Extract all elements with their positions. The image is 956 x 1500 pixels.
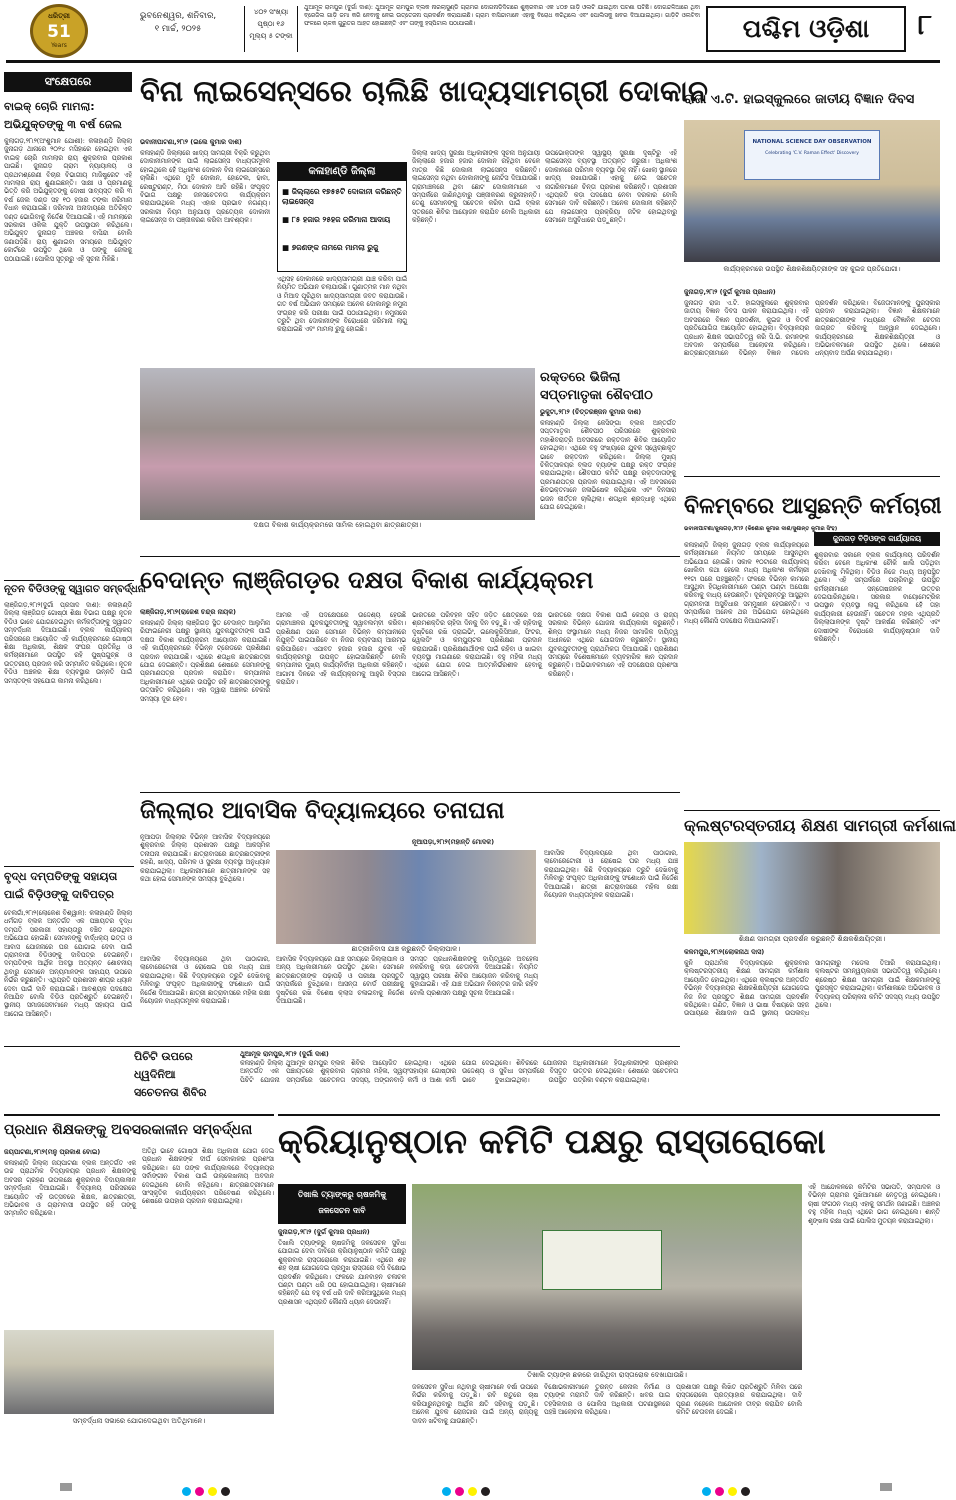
divider xyxy=(140,792,680,793)
city-date-line-2: ୧ ମାର୍ଚ୍ଚ, ୨୦୨୫ xyxy=(154,24,202,34)
shiva-text: କଳାହାଣ୍ଡି ଜିଲ୍ଲା କେସିଙ୍ଗା ବ୍ଲକ ଅନ୍ତର୍ଗତ ସପ୍ତମାତୃକା ଶୈବପୀଠ ପରିସରରେ ଶୁକ୍ରବାର ମହାଶିବରାତ୍ରି ଅବସରରେ ରକ୍ତଦାନ ଶିବିର ଆୟୋଜିତ ହୋଇଥିଲା। ଏଥିରେ ବହୁ ସଂଖ୍ୟାରେ ଯୁବକ ସ୍ୱେଚ୍ଛାକୃତ ଭାବେ ରକ୍ତଦାନ କରିଥିଲେ। ଜିଲ୍ଲା ମୁଖ୍ୟ ଚିକିତ୍ସାଳୟର ବ୍ଲଡ ବ୍ୟାଙ୍କ ପକ୍ଷରୁ ରକ୍ତ ସଂଗ୍ରହ କରାଯାଇଥିଲା। ଶୈବପୀଠ କମିଟି ପକ୍ଷରୁ ରକ୍ତଦାତାଙ୍କୁ ପ୍ରମାଣପତ୍ର ପ୍ରଦାନ କରାଯାଇଥିଲା। ଏହି ଅବସରରେ ଶିବଭକ୍ତମାନେ ଜଳାଭିଷେକ କରିଥିଲେ ଏବଂ ଦିନସାରା ଭଜନ କୀର୍ତ୍ତନ ଚାଲିଥିଲା। ଶତାଧିକ ଶ୍ରଦ୍ଧାଳୁ ଏଥିରେ ଯୋଗ ଦେଇଥିଲେ। xyxy=(540,420,676,512)
science-banner-sub: Celebrating 'C.V. Raman Effect' Discovery xyxy=(765,151,859,156)
hostel-story xyxy=(140,792,680,1062)
shiva-headline-1: ରକ୍ତରେ ଭିଜିଲା xyxy=(540,370,621,385)
divider xyxy=(278,1114,940,1116)
footer-marks xyxy=(0,1478,945,1497)
yellow-dot xyxy=(468,1487,477,1496)
lead-col-2: ଏଥିସହ ଦୋକାନରେ ଖାଦ୍ୟସାମଗ୍ରୀ ଯାଞ୍ଚ କରିବା ପାଇଁ ନିୟମିତ ଅଭିଯାନ ଚଲାଯାଉଛି। ଗୁଣାତ୍ମକ ମାନ ନଥିବା ଓ ମିଆଦ ପୂରିଥିବା ଖାଦ୍ୟସାମଗ୍ରୀ ଜବତ କରାଯାଉଛି। ଗତ ବର୍ଷ ଅଭିଯାନ ସମୟରେ ଅନେକ ଦୋକାନରୁ ନମୁନା ସଂଗ୍ରହ କରି ପରୀକ୍ଷା ପାଇଁ ପଠାଯାଇଥିଲା। ନମୁନାରେ ତ୍ରୁଟି ଥିବା ଦୋକାନୀଙ୍କ ବିରୋଧରେ ଜରିମାନା ଲାଗୁ କରାଯାଇଛି ଏବଂ ମାମଲା ରୁଜୁ ହୋଇଛି। xyxy=(277,276,407,334)
vedanta-col-2: ଆମର ଏହି ପଦକ୍ଷେପରେ ଉଦ୍ଦେଶ୍ୟ ହେଉଛି ଗ୍ରାମାଞ୍ଚଳର ଯୁବକଯୁବତୀଙ୍କୁ ସ୍ୱାବଲମ୍ବୀ କରିବା। ପ୍ରଶିକ୍ଷଣ ପରେ ସେମାନେ ବିଭିନ୍ନ କମ୍ପାନୀରେ ନିଯୁକ୍ତି ପାଇପାରିବେ ବା ନିଜର ବ୍ୟବସାୟ ଆରମ୍ଭ କରିପାରିବେ। ଏଯାବତ ହଜାର ହଜାର ଯୁବକ ଏହି କାର୍ଯ୍ୟକ୍ରମରୁ ଉପକୃତ ହୋଇସାରିଛନ୍ତି ବୋଲି କମ୍ପାନୀର ମୁଖ୍ୟ କାର୍ଯ୍ୟନିର୍ବାହୀ ଅଧିକାରୀ କହିଛନ୍ତି। ଆଗାମୀ ଦିନରେ ଏହି କାର୍ଯ୍ୟକ୍ରମକୁ ଆହୁରି ବିସ୍ତାର କରାଯିବ। xyxy=(276,612,406,687)
section-box xyxy=(706,6,906,52)
cmyk-dots xyxy=(440,1481,500,1493)
brief-headline-3: ବୃଦ୍ଧ ଦମ୍ପତିଙ୍କୁ ସହାୟତା xyxy=(4,870,118,883)
late-col-2: ଶୁକ୍ରବାର ସକାଳେ ବ୍ଲକ କାର୍ଯ୍ୟାଳୟ ପରିଦର୍ଶନ କରିବା ବେଳେ ଅଧିକାଂଶ ଚୌକି ଖାଲି ପଡ଼ିଥିବା ଦେଖିବାକୁ ମିଳିଥିଲା। ବିଡ଼ିଓ ନିଜେ ମଧ୍ୟ ଅନୁପସ୍ଥିତ ଥିଲେ। ଏହି ସମ୍ପର୍କରେ ପଚାରିବାରୁ ଉପସ୍ଥିତ କର୍ମଚାରୀମାନେ ସନ୍ତୋଷଜନକ ଉତ୍ତର ଦେଇପାରିନଥିଲେ। ସରକାର ବାୟୋମେଟ୍ରିକ ଉପସ୍ଥାନ ବ୍ୟବସ୍ଥା ଲାଗୁ କରିଥିଲେ ହେଁ ତାହା କାର୍ଯ୍ୟକାରୀ ହେଉନାହିଁ। ସଚେତନ ମହଲ ଏଥିପ୍ରତି ଜିଲ୍ଲାପାଳଙ୍କ ଦୃଷ୍ଟି ଆକର୍ଷଣ କରିଛନ୍ତି ଏବଂ ଦୋଷୀଙ୍କ ବିରୋଧରେ କାର୍ଯ୍ୟାନୁଷ୍ଠାନ ଦାବି କରିଛନ୍ତି। xyxy=(814,552,940,644)
shiva-dateline: ଭୁକୁଟା,୨୮ା୨ (ଚିତ୍ତରଞ୍ଜନ କୁମାର ଦାଶ) xyxy=(540,408,642,416)
brief-headline-1b: ଅଭିଯୁକ୍ତଙ୍କୁ ୩ ବର୍ଷ ଜେଲ xyxy=(4,118,122,131)
city-date-line-1: ଭୁବନେଶ୍ୱର, ଶନିବାର, xyxy=(139,11,217,21)
science-text: ଜୁନାଗଡ଼ ରାଜା ଏ.ଟି. ହାଇସ୍କୁଲରେ ଶୁକ୍ରବାର ଜାତୀୟ ବିଜ୍ଞାନ ଦିବସ ପାଳନ କରାଯାଇଥିଲା। ଏହି ଅବସରରେ ବିଜ୍ଞାନ ପ୍ରଦର୍ଶନୀ, କୁଇଜ ଓ ବିତର୍କ ପ୍ରତିଯୋଗିତା ଆୟୋଜିତ ହୋଇଥିଲା। ବିଦ୍ୟାଳୟର ପ୍ରଧାନ ଶିକ୍ଷକ ସଭାପତିତ୍ୱ କରି ସି.ଭି. ରମନଙ୍କ ଅବଦାନ ସମ୍ପର୍କରେ ଆଲୋଚନା କରିଥିଲେ। ଛାତ୍ରଛାତ୍ରୀମାନେ ବିଭିନ୍ନ ବିଜ୍ଞାନ ମଡେଲ ପ୍ରଦର୍ଶନ କରିଥିଲେ। ବିଜେତାମାନଙ୍କୁ ପୁରସ୍କାର ପ୍ରଦାନ କରାଯାଇଥିଲା। ବିଜ୍ଞାନ ଶିକ୍ଷକମାନେ ଛାତ୍ରଛାତ୍ରୀଙ୍କ ମଧ୍ୟରେ ବୈଜ୍ଞାନିକ ଚେତନା ଜାଗ୍ରତ କରିବାକୁ ଆହ୍ୱାନ ଦେଇଥିଲେ। କାର୍ଯ୍ୟକ୍ରମରେ ଶିକ୍ଷକଶିକ୍ଷୟିତ୍ରୀ ଓ ଅଭିଭାବକମାନେ ଉପସ୍ଥିତ ଥିଲେ। ଶେଷରେ ଧନ୍ୟବାଦ ଅର୍ପଣ କରାଯାଇଥିଲା। xyxy=(684,300,940,358)
issue-number: ୪୦୨ ସଂଖ୍ୟା xyxy=(253,8,289,16)
brief-headline-1: ବାଇକ୍ ଚୋରି ମାମଲା: xyxy=(4,100,95,113)
retire-photo xyxy=(4,1330,274,1414)
shiva-headline-2: ସପ୍ତମାତୃକା ଶୈବପୀଠ xyxy=(540,388,653,403)
top-brief-text: ଥୁଆମୂଳ ରାମପୁର (ଦୁର୍ଗା ଦାଶ): ଥୁଆମୂଳ ରାମପୁର ବ୍ଲକ ନାରଲାସୁଣ୍ଡି ଗ୍ରାମର ଦୋଗନାଡ଼ିଦିଗରେ ଶୁକ୍ରବାର ଏକ ୪୦୭ ଗାଡ଼ି ଓଲଟି ଯାଇଥିବା ଘଟଣା ଘଟିଛି। ଦୋଗନ୍ଦଳିଆରେ ଥିବା ବ୍ରେଜିଲ ଗାଡ଼ି ଜମା କରି ନେବାକୁ ନେଇ ଉତ୍ତେଜନା ପ୍ରଦର୍ଶନ କରାଯାଇଛି। ଗ୍ରାମ ବାସିନ୍ଦାମାନେ ଏହାକୁ ବିରୋଧ କରିଥିଲେ ଏବଂ ପୋଲିସକୁ ଖବର ଦିଆଯାଇଥିଲା। ଗାଡ଼ିଟି ଓଲଟିବା ଫଳରେ ଚାଳକ ଗୁରୁତର ଆହତ ହୋଇଛନ୍ତି ଏବଂ ତାଙ୍କୁ ହସ୍ପିଟାଲ ପଠାଯାଇଛି। xyxy=(304,5,700,27)
yellow-dot xyxy=(728,1487,737,1496)
tlm-text: କୁନି ପ୍ରାଥମିକ ବିଦ୍ୟାଳୟରେ ଶୁକ୍ରବାର କ୍ଲଷ୍ଟରସ୍ତରୀୟ ଶିକ୍ଷଣ ସାମଗ୍ରୀ କର୍ମଶାଳା ଆୟୋଜିତ ହୋଇଥିଲା। ଏଥିରେ କ୍ଲଷ୍ଟର ଅନ୍ତର୍ଗତ ବିଭିନ୍ନ ବିଦ୍ୟାଳୟର ଶିକ୍ଷକଶିକ୍ଷୟିତ୍ରୀ ଯୋଗଦେଇ ନିଜ ନିଜ ପ୍ରସ୍ତୁତ ଶିକ୍ଷଣ ସାମଗ୍ରୀ ପ୍ରଦର୍ଶନ କରିଥିଲେ। ଗଣିତ, ବିଜ୍ଞାନ ଓ ଭାଷା ବିଷୟରେ ସହଜ ଉପାୟରେ ଶିକ୍ଷାଦାନ ପାଇଁ ସ୍ଥାନୀୟ ଉପଲବ୍ଧ ସାମଗ୍ରୀରୁ ମଡେଲ ତିଆରି କରାଯାଇଥିଲା। କ୍ଲଷ୍ଟର ସମନ୍ୱୟକାରୀ ସଭାପତିତ୍ୱ କରିଥିଲେ। ଶ୍ରେଷ୍ଠ ଶିକ୍ଷଣ ସାମଗ୍ରୀ ପାଇଁ ଶିକ୍ଷକମାନଙ୍କୁ ପୁରସ୍କୃତ କରାଯାଇଥିଲା। କର୍ମଶାଳାରେ ଅଭିଭାବକ ଓ ବିଦ୍ୟାଳୟ ପରିଚାଳନା କମିଟି ସଦସ୍ୟ ମଧ୍ୟ ଉପସ୍ଥିତ ଥିଲେ। xyxy=(684,960,940,1018)
divider xyxy=(4,866,134,867)
hostel-col-3: ଆବାସିକ ବିଦ୍ୟାଳୟରେ ଯାଞ୍ଚ ସମୟରେ ଜିଲ୍ଲାପାଳ ଓ ଅନ୍ୟ ଅଧିକାରୀମାନେ ଉପସ୍ଥିତ ଥିଲେ। ସେମାନେ ଛାତ୍ରଛାତ୍ରୀଙ୍କ ପଢ଼ାପଢ଼ି ଓ ପରୀକ୍ଷା ପ୍ରସ୍ତୁତି ସମ୍ପର୍କରେ ବୁଝିଥିଲେ। ଆସନ୍ତା ବୋର୍ଡ ପରୀକ୍ଷାକୁ ଦୃଷ୍ଟିରେ ରଖି ବିଶେଷ କ୍ଲାସ ଚଳାଇବାକୁ ନିର୍ଦ୍ଦେଶ ଦିଆଯାଇଛି। xyxy=(276,956,404,1006)
protest-photo-caption: ତିଖାଲି ଟ୍ୟାଙ୍କ ଛକରେ ଜାରିଥିବା ରାସ୍ତାରୋକ ଦେଖାଯାଉଛି। xyxy=(527,1371,687,1379)
hostel-col-1: ନୂଆପଡ଼ା ଜିଲ୍ଲାର ବିଭିନ୍ନ ଆବାସିକ ବିଦ୍ୟାଳୟରେ ଶୁକ୍ରବାର ଜିଲ୍ଲା ପ୍ରଶାସନ ପକ୍ଷରୁ ଆକସ୍ମିକ ତନାଘନା କରାଯାଇଛି। ଛାତ୍ରାବାସରେ ଛାତ୍ରଛାତ୍ରୀଙ୍କ ରହଣି, ଖାଦ୍ୟ, ପରିମଳ ଓ ସୁରକ୍ଷା ବ୍ୟବସ୍ଥା ଅନୁଧ୍ୟାନ କରାଯାଇଥିଲା। ଅଧିକାରୀମାନେ ଛାତ୍ରୀମାନଙ୍କ ସହ କଥା ହୋଇ ସେମାନଙ୍କ ସମସ୍ୟା ବୁଝିଥିଲେ। xyxy=(140,834,270,884)
protest-col-5: ଏହି ଆନ୍ଦୋଳନରେ କମିଟିର ସଭାପତି, ସମ୍ପାଦକ ଓ ବିଭିନ୍ନ ଗ୍ରାମର ମୁଖିଆମାନେ ନେତୃତ୍ୱ ନେଇଥିଲେ। ଚାଷୀ ସଂଗଠନ ମଧ୍ୟ ଏହାକୁ ସମର୍ଥନ ଜଣାଇଛି। ଅଞ୍ଚଳର ବହୁ ମହିଳା ମଧ୍ୟ ଏଥିରେ ଭାଗ ନେଇଥିଲେ। ଶାନ୍ତି ଶୃଙ୍ଖଳା ରକ୍ଷା ପାଇଁ ପୋଲିସ ମୁତୟନ କରାଯାଇଥିଲା। xyxy=(808,1184,940,1225)
protest-story xyxy=(278,1114,940,1470)
black-dot xyxy=(481,1487,490,1496)
tlm-headline: କ୍ଲଷ୍ଟରସ୍ତରୀୟ ଶିକ୍ଷଣ ସାମଗ୍ରୀ କର୍ମଶାଳା xyxy=(684,816,956,835)
science-photo-caption: କାର୍ଯ୍ୟକ୍ରମରେ ଉପସ୍ଥିତ ଶିକ୍ଷକଶିକ୍ଷୟିତ୍ରୀଙ୍କ ସହ କୁଇଜ ପ୍ରତିଯୋଗୀ। xyxy=(723,265,901,273)
vedanta-story xyxy=(140,556,680,796)
tlm-dateline: କଳମପୁର,୨୮ା୨(ଲୋକନାଥ ଦାସ) xyxy=(684,948,765,956)
factbox-item: ■ ୭ଜଣଙ୍କ ନାମରେ ମାମଲା ରୁଜୁ xyxy=(282,243,379,252)
lead-col-1: କଳାହାଣ୍ଡି ଜିଲ୍ଲାରେ ଖାଦ୍ୟ ସାମଗ୍ରୀ ବିକ୍ରି କରୁଥିବା ଦୋକାନୀମାନଙ୍କ ପାଇଁ ଲାଇସେନ୍ସ ବାଧ୍ୟତାମୂଳକ ହୋଇଥିଲେ ହେଁ ଅଧିକାଂଶ ଦୋକାନ ବିନା ଲାଇସେନ୍ସରେ ଚାଲିଛି। ଏଥିରେ ମୁଦି ଦୋକାନ, ହୋଟେଲ, ଢାବା, ରେଷ୍ଟୁରାଣ୍ଟ, ମିଠା ଦୋକାନ ଆଦି ରହିଛି। ସଂପୃକ୍ତ ବିଭାଗ ପକ୍ଷରୁ ଜନସଚେତନତା କାର୍ଯ୍ୟକ୍ରମ କରାଯାଉଥିଲେ ମଧ୍ୟ ଏହାର ପ୍ରଭାବ ନଗଣ୍ୟ। ସରକାରୀ ନିୟମ ଅନୁଯାୟୀ ପ୍ରତ୍ୟେକ ଦୋକାନୀ ଲାଇସେନ୍ସ ବା ପଞ୍ଜୀକରଣ କରିବା ଆବଶ୍ୟକ। xyxy=(140,150,270,225)
protest-box xyxy=(278,1184,406,1224)
protest-dateline: ଜୁନାଗଡ଼,୨୮ା୨ (ଦୁର୍ଗ କୁମାର ପ୍ରଧାନ) xyxy=(278,1228,370,1236)
lead-col-3: ଜିଲ୍ଲା ଖାଦ୍ୟ ସୁରକ୍ଷା ଅଧିକାରୀଙ୍କ ସୂଚନା ଅନୁଯାୟୀ ଜିଲ୍ଲାରେ ହଜାର ହଜାର ଦୋକାନ ରହିଥିବା ବେଳେ ମାତ୍ର କିଛି ଦୋକାନୀ ଲାଇସେନ୍ସ କରିଛନ୍ତି। ଲାଇସେନ୍ସ ନଥିବା ଦୋକାନୀଙ୍କୁ ନୋଟିସ ଦିଆଯାଉଛି। ଗ୍ରାମାଞ୍ଚଳରେ ଥିବା ଛୋଟ ଦୋକାନୀମାନେ ଏ ସମ୍ପର୍କରେ ଜାଣିନଥିବାରୁ ପଞ୍ଜୀକରଣ କରୁନାହାନ୍ତି। ତେଣୁ ସେମାନଙ୍କୁ ସଚେତନ କରିବା ପାଇଁ ବ୍ଲକ ସ୍ତରରେ ଶିବିର ଆୟୋଜନ କରାଯିବ ବୋଲି ଅଧିକାରୀ କହିଛନ୍ତି। xyxy=(412,150,540,225)
protest-col-3: ବିକ୍ଷୋଭକାରୀମାନେ ତୁରନ୍ତ କେନାଲ ନିର୍ମାଣ ଓ ଟ୍ୟାଙ୍କ ମରାମତି ଦାବି କରିଛନ୍ତି। ଖବର ପାଇ ତହସିଲଦାର ଓ ପୋଲିସ ଅଧିକାରୀ ଘଟଣାସ୍ଥଳରେ ପହଞ୍ଚି ଆଲୋଚନା କରିଥିଲେ। xyxy=(544,1384,670,1417)
science-headline: ରାଜା ଏ.ଟି. ହାଇସ୍କୁଲରେ ଜାତୀୟ ବିଜ୍ଞାନ ଦିବସ xyxy=(684,92,915,107)
retire-headline: ପ୍ରଧାନ ଶିକ୍ଷକଙ୍କୁ ଅବସରକାଳୀନ ସମ୍ବର୍ଦ୍ଧନା xyxy=(4,1122,253,1138)
tlm-photo-caption: ଶିକ୍ଷଣ ସାମଗ୍ରୀ ପ୍ରଦର୍ଶନ କରୁଛନ୍ତି ଶିକ୍ଷକଶିକ୍ଷୟିତ୍ରୀ। xyxy=(738,935,886,943)
lead-headline: ବିନା ଲାଇସେନ୍ସରେ ଚାଲିଛି ଖାଦ୍ୟସାମଗ୍ରୀ ଦୋକାନ xyxy=(140,74,709,108)
square-bullet-icon: ■ xyxy=(282,215,292,224)
protest-col-2: ଜଳସେଚନ ସୁବିଧା ନଥିବାରୁ ଚାଷୀମାନେ ବର୍ଷା ଉପରେ ନିର୍ଭର କରିବାକୁ ପଡ଼ୁଛି। ରବି ଋତୁରେ ଚାଷ କରିପାରୁନଥିବାରୁ ଆର୍ଥିକ କ୍ଷତି ସହିବାକୁ ପଡ଼ୁଛି। ଅନେକ ଯୁବକ ରୋଜଗାର ପାଇଁ ଅନ୍ୟ ରାଜ୍ୟକୁ ଦାଦନ ଖଟିବାକୁ ଯାଉଛନ୍ତି। xyxy=(412,1384,538,1425)
pichiti-headline-3: ସଚେତନତା ଶିବିର xyxy=(134,1086,207,1099)
science-photo xyxy=(684,120,940,262)
factbox-head: କଳାହାଣ୍ଡି ଜିଲ୍ଲା xyxy=(278,163,406,181)
issue-pages: ପୃଷ୍ଠା ୧୬ xyxy=(257,20,285,28)
retire-col-1: କଳାହାଣ୍ଡି ଜିଲ୍ଲା ଜୟପାଟଣା ବ୍ଲକ ଅନ୍ତର୍ଗତ ଏକ ଉଚ୍ଚ ପ୍ରାଥମିକ ବିଦ୍ୟାଳୟର ପ୍ରଧାନ ଶିକ୍ଷକଙ୍କୁ ଅବସର ଗ୍ରହଣ ଉପଲକ୍ଷେ ଶୁକ୍ରବାର ବିଦାୟକାଳୀନ ସମ୍ବର୍ଦ୍ଧନା ଦିଆଯାଇଛି। ବିଦ୍ୟାଳୟ ପରିସରରେ ଆୟୋଜିତ ଏହି ଉତ୍ସବରେ ଶିକ୍ଷକ, ଛାତ୍ରଛାତ୍ରୀ, ଅଭିଭାବକ ଓ ଗ୍ରାମବାସୀ ଉପସ୍ଥିତ ରହି ତାଙ୍କୁ ସମ୍ମାନିତ କରିଥିଲେ। xyxy=(4,1160,136,1218)
pichiti-text: କଳାହାଣ୍ଡି ଜିଲ୍ଲା ଥୁଆମୂଳ ରାମପୁର ବ୍ଲକ ଅନ୍ତର୍ଗତ ଏକ ପଞ୍ଚାୟତରେ ଶୁକ୍ରବାର ପିଚିଟି ଯୋଜନା ସମ୍ପର୍କରେ ସଚେତନତା ଶିବିର ଆୟୋଜିତ ହୋଇଥିଲା। ଏଥିରେ ଗ୍ରାମର ମହିଳା, ସ୍ୱୟଂସହାୟକ ଗୋଷ୍ଠୀର ସଦସ୍ୟ, ଅଙ୍ଗନବାଡ଼ି କର୍ମୀ ଓ ଆଶା କର୍ମୀ ଯୋଗ ଦେଇଥିଲେ। ଶିବିରରେ ଯୋଜନାର ଉଦ୍ଦେଶ୍ୟ ଓ ସୁବିଧା ସମ୍ପର୍କରେ ବିସ୍ତୃତ ଭାବେ ବୁଝାଯାଇଥିଲା। ଉପସ୍ଥିତ ଅଧିକାରୀମାନେ ହିତାଧିକାରୀଙ୍କ ପ୍ରଶ୍ନର ଉତ୍ତର ଦେଇଥିଲେ। ଶେଷରେ ସଚେତନତା ପତ୍ରିକା ବଣ୍ଟନ କରାଯାଇଥିଲା। xyxy=(240,1060,678,1084)
lead-photo xyxy=(140,368,535,520)
city-date xyxy=(118,10,238,46)
square-bullet-icon: ■ xyxy=(282,243,292,252)
page-number: ୮ xyxy=(917,8,933,41)
hostel-col-4: ସମସ୍ତ ପ୍ରଧାନଶିକ୍ଷକଙ୍କୁ ଦାୟିତ୍ୱରେ ଅବହେଳା ନକରିବାକୁ କଡ଼ା ଚେତାବନୀ ଦିଆଯାଇଛି। ନିୟମିତ ସ୍ୱାସ୍ଥ୍ୟ ପରୀକ୍ଷା ଶିବିର ଆୟୋଜନ କରିବାକୁ ମଧ୍ୟ କୁହାଯାଇଛି। ଏହି ଯାଞ୍ଚ ଅଭିଯାନ ନିରନ୍ତର ଜାରି ରହିବ ବୋଲି ପ୍ରଶାସନ ପକ୍ଷରୁ ସୂଚନା ଦିଆଯାଇଛି। xyxy=(410,956,538,997)
science-story xyxy=(684,70,940,470)
shiva-story xyxy=(540,370,678,560)
brief-text-2: ଲାଞ୍ଜିଗଡ଼,୨୮ା୨(ଦୁର୍ଗା ପ୍ରସାଦ ଦାଶ): କଳାହାଣ୍ଡି ଜିଲ୍ଲା ଲାଞ୍ଜିଗଡ଼ ଗୋଷ୍ଠୀ ଶିକ୍ଷା ବିଭାଗ ପକ୍ଷରୁ ନୂତନ ବିଡିଓ ଭାବେ ଯୋଗଦେଇଥିବା କର୍ମକର୍ତ୍ତାଙ୍କୁ ସ୍ୱାଗତ ସମ୍ବର୍ଦ୍ଧନା ଦିଆଯାଇଛି। ବ୍ଲକ କାର୍ଯ୍ୟାଳୟ ପରିସରରେ ଆୟୋଜିତ ଏହି କାର୍ଯ୍ୟକ୍ରମରେ ଗୋଷ୍ଠୀ ଶିକ୍ଷା ଅଧିକାରୀ, ଶିକ୍ଷକ ସଂଘର ପ୍ରତିନିଧି ଓ କର୍ମଚାରୀମାନେ ଉପସ୍ଥିତ ରହି ପୁଷ୍ପଗୁଚ୍ଛ ଓ ଉତ୍ତରୀୟ ପ୍ରଦାନ କରି ସମ୍ମାନିତ କରିଥିଲେ। ନୂତନ ବିଡିଓ ଅଞ୍ଚଳର ଶିକ୍ଷା ବ୍ୟବସ୍ଥାର ଉନ୍ନତି ପାଇଁ ସମସ୍ତଙ୍କ ସହଯୋଗ କାମନା କରିଥିଲେ। xyxy=(4,602,132,685)
section-title: ପଶ୍ଚିମ ଓଡ଼ିଶା xyxy=(742,14,870,43)
magenta-dot xyxy=(715,1487,724,1496)
divider xyxy=(4,580,134,581)
cmyk-dots xyxy=(180,1481,240,1493)
pichiti-story xyxy=(4,1046,680,1110)
hostel-dateline: ନୂଆପଡ଼ା,୨୮ା୨(ମହାନ୍ତି ମୋଦକ) xyxy=(412,838,495,846)
retire-story xyxy=(4,1114,274,1428)
divider xyxy=(684,810,940,811)
late-dateline: ଭବାନୀପାଟଣା/ଜୁନାଗଡ଼,୨୮ା୨ (କିଶୋର କୁମାର ଦାଶ/ସୁଶାନ୍ତ କୁମାର ସିଂହ) xyxy=(684,526,838,532)
protest-banner xyxy=(542,1230,662,1290)
black-dot xyxy=(221,1487,230,1496)
protest-col-1: ତିଖାଲି ଟ୍ୟାଙ୍କରୁ ଚାଷଜମିକୁ ଜଳସେଚନ ସୁବିଧା ଯୋଗାଇ ଦେବା ଦାବିରେ କ୍ରିୟାନୁଷ୍ଠାନ କମିଟି ପକ୍ଷରୁ ଶୁକ୍ରବାର ରାସ୍ତାରୋକୋ କରାଯାଇଛି। ଏଥିରେ ଶହ ଶହ ଚାଷୀ ଯୋଗଦେଇ ପ୍ରମୁଖ ରାସ୍ତାରେ ବସି ବିକ୍ଷୋଭ ପ୍ରଦର୍ଶନ କରିଥିଲେ। ଫଳରେ ଯାନବାହନ ଚଳାଚଳ ଘଣ୍ଟା ଘଣ୍ଟା ଧରି ଠପ ହୋଇଯାଇଥିଲା। ଚାଷୀମାନେ କହିଛନ୍ତି ଯେ ବହୁ ବର୍ଷ ଧରି ଦାବି କରିଆସୁଥିଲେ ମଧ୍ୟ ପ୍ରଶାସନ ଏଥିପ୍ରତି କୌଣସି ଧ୍ୟାନ ଦେଉନାହିଁ। xyxy=(278,1240,406,1306)
yellow-dot xyxy=(208,1487,217,1496)
retire-photo-caption: ସମ୍ବର୍ଦ୍ଧନା ସଭାରେ ଯୋଗଦେଇଥିବା ଅତିଥିମାନେ। xyxy=(72,1417,206,1425)
hostel-headline: ଜିଲ୍ଲାର ଆବାସିକ ବିଦ୍ୟାଳୟରେ ତନାଘନା xyxy=(140,798,505,824)
registration-bar xyxy=(60,1483,72,1491)
late-box: ଜୁନାଗଡ଼ ବିଡ଼ିଓଙ୍କ କାର୍ଯ୍ୟାଳୟ xyxy=(814,532,940,546)
pichiti-headline-2: ଧ୍ୱଦିନିଆ xyxy=(134,1068,176,1081)
retire-dateline: ଜୟପାଟଣା,୨୮ା୨(ମନୁ ପ୍ରକାଶ ବୋଇ) xyxy=(4,1148,101,1156)
magenta-dot xyxy=(195,1487,204,1496)
magenta-dot xyxy=(455,1487,464,1496)
science-dateline: ଜୁନାଗଡ଼,୨୮ା୨ (ଦୁର୍ଗ କୁମାର ପ୍ରଧାନ) xyxy=(684,288,776,296)
science-banner-title: NATIONAL SCIENCE DAY OBSERVATION xyxy=(752,139,872,145)
brief-headline-2: ନୂତନ ବିଡିଓଙ୍କୁ ସ୍ୱାଗତ ସମ୍ବର୍ଦ୍ଧନା xyxy=(4,584,146,595)
hostel-photo-caption: ଛାତ୍ରୀନିବାସ ଯାଞ୍ଚ କରୁଛନ୍ତି ଜିଲ୍ଲାପାଳ। xyxy=(351,945,461,953)
lead-photo-caption: ଦକ୍ଷତା ବିକାଶ କାର୍ଯ୍ୟକ୍ରମରେ ସାମିଲ ହୋଇଥିବା ଛାତ୍ରଛାତ୍ରୀ। xyxy=(253,521,422,529)
emblem-number: 51 xyxy=(47,22,71,42)
lead-factbox xyxy=(277,162,407,272)
science-banner xyxy=(744,130,880,180)
protest-col-4: ପ୍ରଶାସନ ପକ୍ଷରୁ ଲିଖିତ ପ୍ରତିଶ୍ରୁତି ମିଳିବା ପରେ ରାସ୍ତାରୋକୋ ପ୍ରତ୍ୟାହାର କରାଯାଇଥିଲା। ଦାବି ପୂରଣ ନହେଲେ ଆନ୍ଦୋଳନ ତୀବ୍ର କରାଯିବ ବୋଲି କମିଟି ଚେତାବନୀ ଦେଇଛି। xyxy=(676,1384,802,1417)
cmyk-dots xyxy=(700,1481,760,1493)
hostel-photo xyxy=(276,850,536,944)
factbox-item: ■ ୮୫ ହଜାର ୨୫ହଜ ଜରିମାନା ଆଦାୟ xyxy=(282,215,391,224)
cyan-dot xyxy=(702,1487,711,1496)
brief-text-1: କୁଲାଗଡ଼,୨୮ା୨(ଅଂଶୁମାନ ଯୋଶୀ): କଳାହାଣ୍ଡି ଜିଲ୍ଲା ଜୁନାଗଡ଼ ଥାନାରେ ୨୦୨୪ ମସିହାରେ ହୋଇଥିବା ଏକ ବାଇକ୍ ଚୋରି ମାମଲାର ରାୟ ଶୁକ୍ରବାର ପ୍ରକାଶ ପାଇଛି। ଜୁନାଗଡ଼ ଗ୍ରାମ ନ୍ୟାୟାଳୟ ଓ ପ୍ରଥମଶ୍ରେଣୀ ବିଚାର ବିଭାଗୀୟ ମାଜିଷ୍ଟ୍ରେଟ ଏହି ମାମଲାର ରାୟ ଶୁଣାଇଛନ୍ତି। ସାକ୍ଷୀ ଓ ପ୍ରମାଣକୁ ଭିତ୍ତି କରି ଅଭିଯୁକ୍ତଙ୍କୁ ଦୋଷୀ ସାବ୍ୟସ୍ତ କରି ୩ ବର୍ଷ ଜେଲ ଦଣ୍ଡ ସହ ୧୦ ହଜାର ଟଙ୍କା ଜରିମାନା ବିଧାନ କରାଯାଇଛି। ଜରିମାନା ଅନାଦାୟରେ ଅତିରିକ୍ତ ଦଣ୍ଡ ଭୋଗିବାକୁ ନିର୍ଦ୍ଦେଶ ଦିଆଯାଇଛି। ଏହି ମାମଲାରେ ସରକାରୀ ଓକିଲ ଯୁକ୍ତି ଉପସ୍ଥାପନ କରିଥିଲେ। ଅଭିଯୁକ୍ତ ଜୁନାଗଡ଼ ଅଞ୍ଚଳର ବାସିନ୍ଦା ବୋଲି ଜଣାପଡ଼ିଛି। ରାୟ ଶୁଣାଇବା ସମୟରେ ଅଭିଯୁକ୍ତ କୋର୍ଟରେ ଉପସ୍ଥିତ ଥିଲେ ଓ ତାଙ୍କୁ ଜେଲକୁ ପଠାଯାଇଛି। ପୋଲିସ ସୂତ୍ରରୁ ଏହି ସୂଚନା ମିଳିଛି। xyxy=(4,138,132,263)
factbox-item: ■ ଜିଲ୍ଲାରେ ୧୭୫୫ଟି ଦୋକାନୀ କରିଛନ୍ତି ଲାଇସେନ୍ସ xyxy=(282,187,402,206)
brief-label: ସଂକ୍ଷେପରେ xyxy=(4,72,132,92)
divider xyxy=(140,556,680,557)
emblem-top-text: ଧରିତ୍ରୀ xyxy=(48,12,70,20)
registration-bar xyxy=(880,1483,892,1491)
vedanta-col-4: ଭାରତରେ ଦକ୍ଷତା ବିକାଶ ପାଇଁ କେନ୍ଦ୍ର ଓ ରାଜ୍ୟ ସରକାର ବିଭିନ୍ନ ଯୋଜନା କାର୍ଯ୍ୟକାରୀ କରୁଛନ୍ତି। ଶିଳ୍ପ ସଂସ୍ଥାମାନେ ମଧ୍ୟ ନିଜର ସାମାଜିକ ଦାୟିତ୍ୱ ଅଧୀନରେ ଏଥିରେ ଯୋଗଦାନ କରୁଛନ୍ତି। ସ୍ଥାନୀୟ ଯୁବକଯୁବତୀଙ୍କୁ ପ୍ରାଥମିକତା ଦିଆଯାଉଛି। ପ୍ରଶିକ୍ଷଣ ସମୟରେ ବିଶେଷଜ୍ଞମାନେ ବ୍ୟବହାରିକ ଜ୍ଞାନ ପ୍ରଦାନ କରୁଛନ୍ତି। ଅଭିଭାବକମାନେ ଏହି ପଦକ୍ଷେପର ପ୍ରଶଂସା କରିଛନ୍ତି। xyxy=(548,612,678,678)
divider xyxy=(4,1046,680,1047)
protest-box-line-1: ତିଖାଲି ଟ୍ୟାଙ୍କରୁ ଚାଷଜମିକୁ xyxy=(297,1190,387,1199)
protest-box-line-2: ଜଳସେଚନ ଦାବି xyxy=(318,1206,366,1215)
issue-price: ମୂଲ୍ୟ ୫ ଟଙ୍କା xyxy=(249,32,293,40)
tlm-photo xyxy=(684,842,940,934)
emblem-sub: Years xyxy=(51,42,67,49)
anniversary-emblem xyxy=(30,4,88,58)
retire-col-2: ଅତିଥି ଭାବେ ଗୋଷ୍ଠୀ ଶିକ୍ଷା ଅଧିକାରୀ ଯୋଗ ଦେଇ ପ୍ରଧାନ ଶିକ୍ଷକଙ୍କ ଦୀର୍ଘ ସେବାକାଳର ପ୍ରଶଂସା କରିଥିଲେ। ସେ ତାଙ୍କ କାର୍ଯ୍ୟକାଳରେ ବିଦ୍ୟାଳୟର ସର୍ବାଙ୍ଗୀନ ବିକାଶ ପାଇଁ ଉଲ୍ଲେଖନୀୟ ଅବଦାନ ଦେଇଥିଲେ ବୋଲି କହିଥିଲେ। ଛାତ୍ରଛାତ୍ରୀମାନେ ସାଂସ୍କୃତିକ କାର୍ଯ୍ୟକ୍ରମ ପରିବେଷଣ କରିଥିଲେ। ଶେଷରେ ଉପହାର ପ୍ରଦାନ କରାଯାଇଥିଲା। xyxy=(142,1148,274,1206)
vedanta-col-3: ଭାରତରେ ପରିବହନ ସହିତ ଜଡ଼ିତ କ୍ଷେତ୍ରରେ ଦକ୍ଷ ଶ୍ରମଶକ୍ତିର ଚାହିଦା ଦିନକୁ ଦିନ ବଢ଼ୁଛି। ଏହି ଚାହିଦାକୁ ଦୃଷ୍ଟିରେ ରଖି ଡ୍ରାଇଭିଂ, ଇଲେକ୍ଟ୍ରିସିଆନ, ଫିଟର, ୱେଲଡିଂ ଓ କମ୍ପ୍ୟୁଟର ପ୍ରଶିକ୍ଷଣ ପ୍ରଦାନ କରାଯାଉଛି। ପ୍ରଶିକ୍ଷଣାର୍ଥୀଙ୍କ ପାଇଁ ରହିବା ଓ ଖାଇବା ବ୍ୟବସ୍ଥା ମାଗଣାରେ କରାଯାଇଛି। ବହୁ ମହିଳା ମଧ୍ୟ ଏଥିରେ ଯୋଗ ଦେଇ ଆତ୍ମନିର୍ଭରଶୀଳ ହେବାକୁ ଆଗେଇ ଆସିଛନ୍ତି। xyxy=(412,612,542,678)
black-dot xyxy=(741,1487,750,1496)
divider xyxy=(684,476,940,477)
protest-headline: କ୍ରିୟାନୁଷ୍ଠାନ କମିଟି ପକ୍ଷରୁ ରାସ୍ତାରୋକୋ xyxy=(278,1122,826,1162)
pichiti-headline-1: ପିଚିଟି ଉପରେ xyxy=(134,1050,193,1063)
divider xyxy=(4,1114,274,1116)
late-col-1: କଳାହାଣ୍ଡି ଜିଲ୍ଲା ଜୁନାଗଡ଼ ବ୍ଲକ କାର୍ଯ୍ୟାଳୟରେ କର୍ମଚାରୀମାନେ ନିୟମିତ ସମୟରେ ଆସୁନଥିବା ଅଭିଯୋଗ ହୋଇଛି। ସକାଳ ୧୦ଟାରେ କାର୍ଯ୍ୟାଳୟ ଖୋଲିବା କଥା ହେଲେ ମଧ୍ୟ ଅଧିକାଂଶ କର୍ମଚାରୀ ୧୧ଟା ପରେ ପହଞ୍ଚୁଛନ୍ତି। ଫଳରେ ବିଭିନ୍ନ କାମରେ ଆସୁଥିବା ହିତାଧିକାରୀମାନେ ଘଣ୍ଟା ଘଣ୍ଟା ଅପେକ୍ଷା କରିବାକୁ ବାଧ୍ୟ ହେଉଛନ୍ତି। ଦୂରଦୂରାନ୍ତରୁ ଆସୁଥିବା ଗ୍ରାମବାସୀ ଅସୁବିଧାର ସମ୍ମୁଖୀନ ହେଉଛନ୍ତି। ଏ ସମ୍ପର୍କରେ ଅନେକ ଥର ଅଭିଯୋଗ ହୋଇଥିଲେ ମଧ୍ୟ କୌଣସି ପଦକ୍ଷେପ ନିଆଯାଇନାହିଁ। xyxy=(684,542,809,625)
masthead-rule xyxy=(6,60,940,63)
cyan-dot xyxy=(442,1487,451,1496)
tlm-story xyxy=(684,810,956,1110)
late-headline: ବିଳମ୍ବରେ ଆସୁଛନ୍ତି କର୍ମଚାରୀ xyxy=(684,494,942,519)
lead-dateline: ଭବାନୀପାଟଣା,୨୮ା୨ (ଇଲେ କୁମାର ଦାଶ) xyxy=(140,138,242,146)
vedanta-dateline: ଲାଞ୍ଜିଗଡ଼,୨୮ା୨(ରାଜେଶ ଚନ୍ଦ୍ର ନାୟକ) xyxy=(140,608,237,616)
vedanta-col-1: କଳାହାଣ୍ଡି ଜିଲ୍ଲା ଲାଞ୍ଜିଗଡ଼ ସ୍ଥିତ ବେଦାନ୍ତ ଆଲୁମିନା ରିଫାଇନେରୀ ପକ୍ଷରୁ ସ୍ଥାନୀୟ ଯୁବକଯୁବତୀଙ୍କ ପାଇଁ ଦକ୍ଷତା ବିକାଶ କାର୍ଯ୍ୟକ୍ରମ ଆୟୋଜନ କରାଯାଇଛି। ଏହି କାର୍ଯ୍ୟକ୍ରମରେ ବିଭିନ୍ନ ଟ୍ରେଡରେ ପ୍ରଶିକ୍ଷଣ ପ୍ରଦାନ କରାଯାଉଛି। ଏଥିରେ ଶତାଧିକ ଛାତ୍ରଛାତ୍ରୀ ଯୋଗ ଦେଇଛନ୍ତି। ପ୍ରଶିକ୍ଷଣ ଶେଷରେ ସେମାନଙ୍କୁ ପ୍ରମାଣପତ୍ର ପ୍ରଦାନ କରାଯିବ। କମ୍ପାନୀର ଅଧିକାରୀମାନେ ଏଥିରେ ଉପସ୍ଥିତ ରହି ଛାତ୍ରଛାତ୍ରୀଙ୍କୁ ଉତ୍ସାହିତ କରିଥିଲେ। ଏହା ଦ୍ୱାରା ଅଞ୍ଚଳର ବେକାରି ସମସ୍ୟା ଦୂର ହେବ। xyxy=(140,620,270,703)
protest-photo xyxy=(412,1184,802,1370)
cyan-dot xyxy=(182,1487,191,1496)
late-story xyxy=(684,476,940,806)
brief-text-3: ବେଲଗାଁ,୨୮ା୨(ଲୋକେଶ ବିଶ୍ୱାଳ): କଳାହାଣ୍ଡି ଜିଲ୍ଲା ଧର୍ମଗଡ଼ ବ୍ଲକ ଅନ୍ତର୍ଗତ ଏକ ପଞ୍ଚାୟତର ବୃଦ୍ଧ ଦମ୍ପତି ସରକାରୀ ସହାୟତାରୁ ବଞ୍ଚିତ ହେଉଥିବା ଅଭିଯୋଗ ହୋଇଛି। ସେମାନଙ୍କୁ ବାର୍ଦ୍ଧକ୍ୟ ଭତ୍ତା ଓ ଆବାସ ଯୋଜନାରେ ଘର ଯୋଗାଇ ଦେବା ପାଇଁ ଗ୍ରାମବାସୀ ବିଡ଼ିଓଙ୍କୁ ଦାବିପତ୍ର ଦେଇଛନ୍ତି। ଦମ୍ପତିଙ୍କ ଆର୍ଥିକ ଅବସ୍ଥା ଅତ୍ୟନ୍ତ ଶୋଚନୀୟ ଥିବାରୁ ସେମାନେ ଅନ୍ୟମାନଙ୍କ ସାହାଯ୍ୟ ଉପରେ ନିର୍ଭର କରୁଛନ୍ତି। ଏଥିପ୍ରତି ପ୍ରଶାସନ ଶୀଘ୍ର ଧ୍ୟାନ ଦେବା ପାଇଁ ଦାବି କରାଯାଇଛି। ଆବଶ୍ୟକ ପଦକ୍ଷେପ ନିଆଯିବ ବୋଲି ବିଡ଼ିଓ ପ୍ରତିଶ୍ରୁତି ଦେଇଛନ୍ତି। ସ୍ଥାନୀୟ ସମାଜସେବୀମାନେ ମଧ୍ୟ ସହାୟତା ପାଇଁ ଆଗେଇ ଆସିଛନ୍ତି। xyxy=(4,910,132,1018)
square-bullet-icon: ■ xyxy=(282,187,292,196)
pichiti-dateline: ଥୁଆମୂଳ ରାମପୁର,୨୮ା୨ (ଦୁର୍ଗା ଦାଶ) xyxy=(240,1050,329,1058)
hostel-col-2: ଆବାସିକ ବିଦ୍ୟାଳୟରେ ଥିବା ପାଠାଗାର, ଲାବୋରେଟୋରୀ ଓ ରୋଷେଇ ଘର ମଧ୍ୟ ଯାଞ୍ଚ କରାଯାଇଥିଲା। କିଛି ବିଦ୍ୟାଳୟରେ ତ୍ରୁଟି ଦେଖିବାକୁ ମିଳିବାରୁ ସଂପୃକ୍ତ ଅଧିକାରୀଙ୍କୁ ସଂଶୋଧନ ପାଇଁ ନିର୍ଦ୍ଦେଶ ଦିଆଯାଇଛି। ଛାତ୍ରୀ ଛାତ୍ରାବାସରେ ମହିଳା ରକ୍ଷୀ ନିୟୋଜନ ବାଧ୍ୟତାମୂଳକ କରାଯାଇଛି। xyxy=(140,956,270,1006)
masthead xyxy=(0,0,945,62)
issue-info xyxy=(244,6,298,52)
brief-column xyxy=(4,72,146,1112)
vedanta-headline: ବେଦାନ୍ତ ଲାଞ୍ଜିଗଡ଼ର ଦକ୍ଷତା ବିକାଶ କାର୍ଯ୍ୟକ୍ରମ xyxy=(140,566,594,594)
brief-headline-3b: ପାଇଁ ବିଡ଼ିଓଙ୍କୁ ଦାବିପତ୍ର xyxy=(4,888,115,901)
hostel-col-5: ଆବାସିକ ବିଦ୍ୟାଳୟରେ ଥିବା ପାଠାଗାର, ଲାବୋରେଟୋରୀ ଓ ରୋଷେଇ ଘର ମଧ୍ୟ ଯାଞ୍ଚ କରାଯାଇଥିଲା। କିଛି ବିଦ୍ୟାଳୟରେ ତ୍ରୁଟି ଦେଖିବାକୁ ମିଳିବାରୁ ସଂପୃକ୍ତ ଅଧିକାରୀଙ୍କୁ ସଂଶୋଧନ ପାଇଁ ନିର୍ଦ୍ଦେଶ ଦିଆଯାଇଛି। ଛାତ୍ରୀ ଛାତ୍ରାବାସରେ ମହିଳା ରକ୍ଷୀ ନିୟୋଜନ ବାଧ୍ୟତାମୂଳକ କରାଯାଇଛି। xyxy=(544,850,678,900)
lead-col-4: ଉପଭୋକ୍ତାଙ୍କ ସ୍ୱାସ୍ଥ୍ୟ ସୁରକ୍ଷା ଦୃଷ୍ଟିରୁ ଏହି ଲାଇସେନ୍ସ ବ୍ୟବସ୍ଥା ଅତ୍ୟନ୍ତ ଜରୁରୀ। ଅଧିକାଂଶ ଦୋକାନରେ ପରିମଳ ବ୍ୟବସ୍ଥା ଠିକ୍ ନାହିଁ। ଖୋଲା ସ୍ଥାନରେ ଖାଦ୍ୟ ରଖାଯାଉଛି। ଏହାକୁ ନେଇ ସଚେତନ ନାଗରିକମାନେ ଚିନ୍ତା ପ୍ରକାଶ କରିଛନ୍ତି। ପ୍ରଶାସନ ଏଥିପ୍ରତି କଡ଼ା ପଦକ୍ଷେପ ନେବା ଦରକାର ବୋଲି ସେମାନେ ଦାବି କରିଛନ୍ତି। ଅନେକ ଦୋକାନୀ କହିଛନ୍ତି ଯେ ଲାଇସେନ୍ସ ପ୍ରକ୍ରିୟା ଜଟିଳ ହୋଇଥିବାରୁ ସେମାନେ ଅସୁବିଧାରେ ପଡ଼ୁଛନ୍ତି। xyxy=(545,150,677,225)
